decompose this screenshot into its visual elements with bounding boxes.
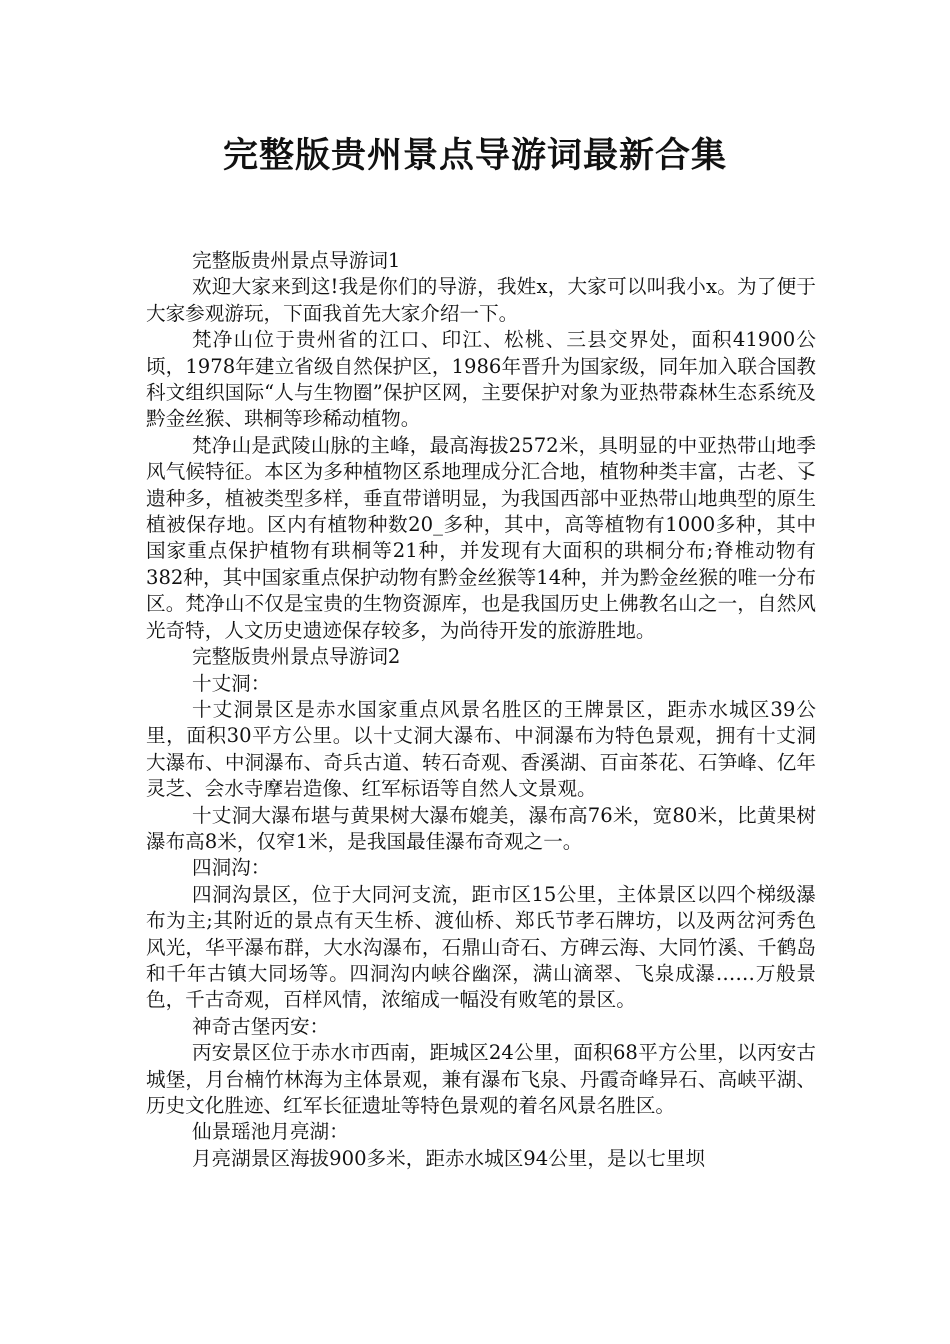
paragraph: 丙安景区位于赤水市西南，距城区24公里，面积68平方公里，以丙安古城堡，月台楠竹林海为主体景观，兼有瀑布飞泉、丹霞奇峰异石、高峡平湖、历史文化胜迹、红军长征遗址等特色景观的着名风景名胜区。 (146, 1041, 816, 1117)
section-heading: 完整版贵州景点导游词2 (192, 645, 401, 669)
paragraph: 十丈洞大瀑布堪与黄果树大瀑布媲美，瀑布高76米，宽80米，比黄果树瀑布高8米，仅窄1米，是我国最佳瀑布奇观之一。 (146, 803, 816, 853)
subsection-heading: 四洞沟： (192, 856, 271, 880)
subsection-heading: 神奇古堡丙安： (192, 1014, 330, 1038)
paragraph: 十丈洞景区是赤水国家重点风景名胜区的王牌景区，距赤水城区39公里，面积30平方公里。以十丈洞大瀑布、中洞瀑布为特色景观，拥有十丈洞大瀑布、中洞瀑布、奇兵古道、转石奇观、香溪湖、百亩茶花、石笋峰、亿年灵芝、会水寺摩岩造像、红军标语等自然人文景观。 (146, 697, 816, 801)
section-heading: 完整版贵州景点导游词1 (192, 249, 401, 272)
paragraph: 梵净山是武陵山脉的主峰，最高海拔2572米，具明显的中亚热带山地季风气候特征。本区为多种植物区系地理成分汇合地，植物种类丰富，古老、孓遗种多，植被类型多样，垂直带谱明显，为我国西部中亚热带山地典型的原生植被保存地。区内有植物种数20_多种，其中，高等植物有1000多种，其中国家重点保护植物有珙桐等21种，并发现有大面积的珙桐分布;脊椎动物有382种，其中国家重点保护动物有黔金丝猴等14种，并为黔金丝猴的唯一分布区。梵净山不仅是宝贵的生物资源库，也是我国历史上佛教名山之一，自然风光奇特，人文历史遗迹保存较多，为尚待开发的旅游胜地。 (146, 433, 816, 642)
subsection-heading: 十丈洞： (192, 671, 271, 695)
document-title: 完整版贵州景点导游词最新合集 (222, 136, 727, 176)
paragraph: 四洞沟景区，位于大同河支流，距市区15公里，主体景区以四个梯级瀑布为主;其附近的景点有天生桥、渡仙桥、郑氏节孝石牌坊，以及两岔河秀色风光，华平瀑布群，大水沟瀑布，石鼎山奇石、方碑云海、大同竹溪、千鹤岛和千年古镇大同场等。四洞沟内峡谷幽深，满山滴翠、飞泉成瀑……万般景色，千古奇观，百样风情，浓缩成一幅没有败笔的景区。 (146, 882, 816, 1012)
document-body (146, 248, 816, 1172)
paragraph: 欢迎大家来到这!我是你们的导游，我姓x，大家可以叫我小x。为了便于大家参观游玩，下面我首先大家介绍一下。 (146, 275, 816, 325)
paragraph: 月亮湖景区海拔900多米，距赤水城区94公里，是以七里坝 (192, 1146, 705, 1170)
subsection-heading: 仙景瑶池月亮湖： (192, 1120, 349, 1144)
paragraph: 梵净山位于贵州省的江口、印江、松桃、三县交界处，面积41900公顷，1978年建立省级自然保护区，1986年晋升为国家级，同年加入联合国教科文组织国际“人与生物圈”保护区网，主要保护对象为亚热带森林生态系统及黔金丝猴、珙桐等珍稀动植物。 (146, 328, 816, 431)
